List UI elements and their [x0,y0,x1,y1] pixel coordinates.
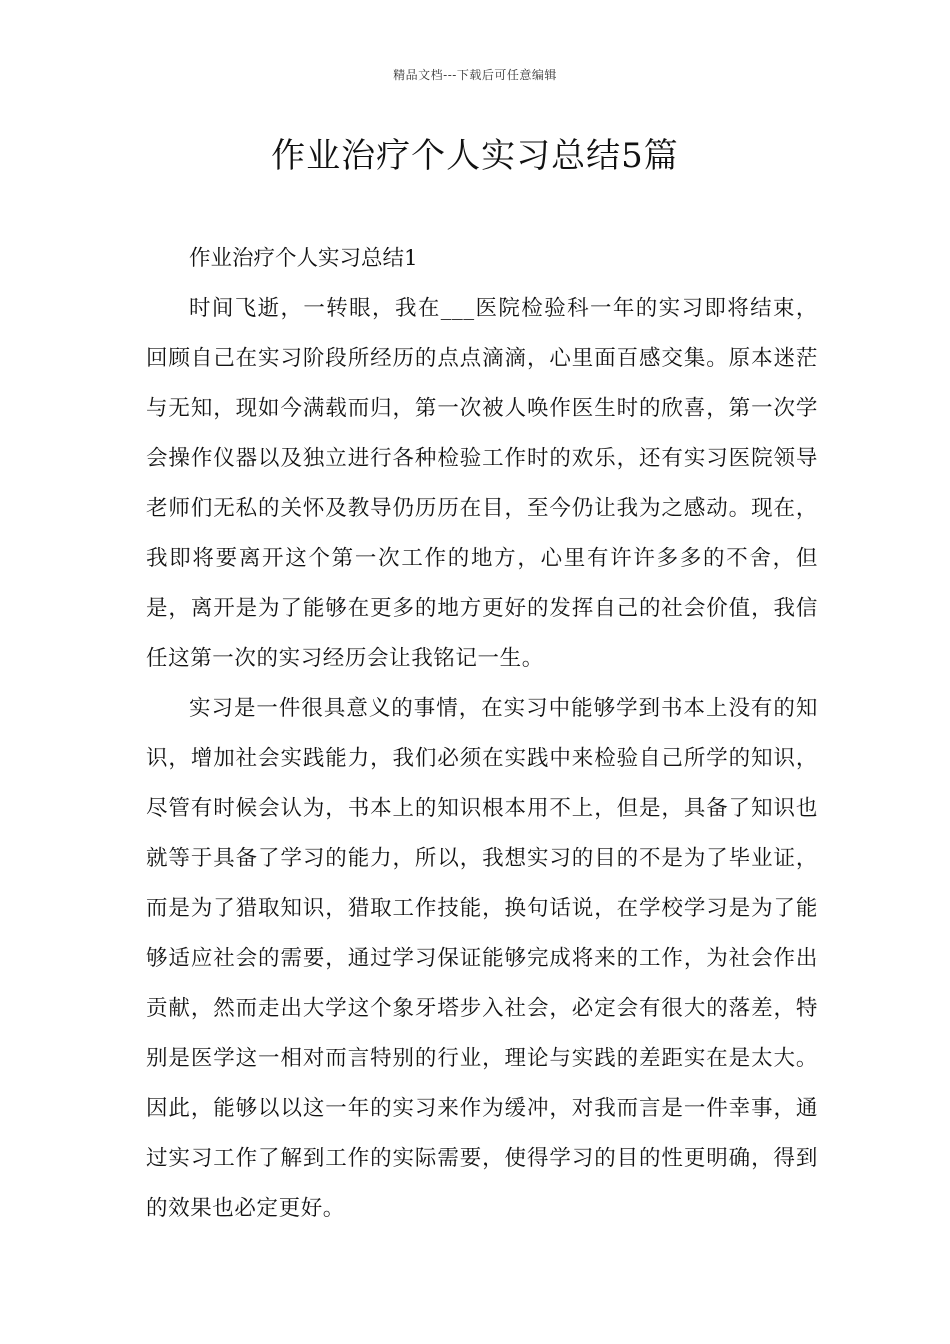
paragraph-1: 时间飞逝，一转眼，我在___医院检验科一年的实习即将结束，回顾自己在实习阶段所经历的点点滴滴，心里面百感交集。原本迷茫与无知，现如今满载而归，第一次被人唤作医生时的欣喜，第一次学会操作仪器以及独立进行各种检验工作时的欢乐，还有实习医院领导老师们无私的关怀及教导仍历历在目，至今仍让我为之感动。现在，我即将要离开这个第一次工作的地方，心里有许许多多的不舍，但是，离开是为了能够在更多的地方更好的发挥自己的社会价值，我信任这第一次的实习经历会让我铭记一生。 [146,296,818,671]
header-note: 精品文档---下载后可任意编辑 [393,68,557,82]
section-heading: 作业治疗个人实习总结1 [189,246,418,271]
paragraph-2: 实习是一件很具意义的事情，在实习中能够学到书本上没有的知识，增加社会实践能力，我们必须在实践中来检验自己所学的知识，尽管有时候会认为，书本上的知识根本用不上，但是，具备了知识也就等于具备了学习的能力，所以，我想实习的目的不是为了毕业证，而是为了猎取知识，猎取工作技能，换句话说，在学校学习是为了能够适应社会的需要，通过学习保证能够完成将来的工作，为社会作出贡献，然而走出大学这个象牙塔步入社会，必定会有很大的落差，特别是医学这一相对而言特别的行业，理论与实践的差距实在是太大。因此，能够以以这一年的实习来作为缓冲，对我而言是一件幸事，通过实习工作了解到工作的实际需要，使得学习的目的性更明确，得到的效果也必定更好。 [146,696,818,1221]
document-title: 作业治疗个人实习总结5篇 [271,136,679,176]
document-body [146,234,818,1234]
